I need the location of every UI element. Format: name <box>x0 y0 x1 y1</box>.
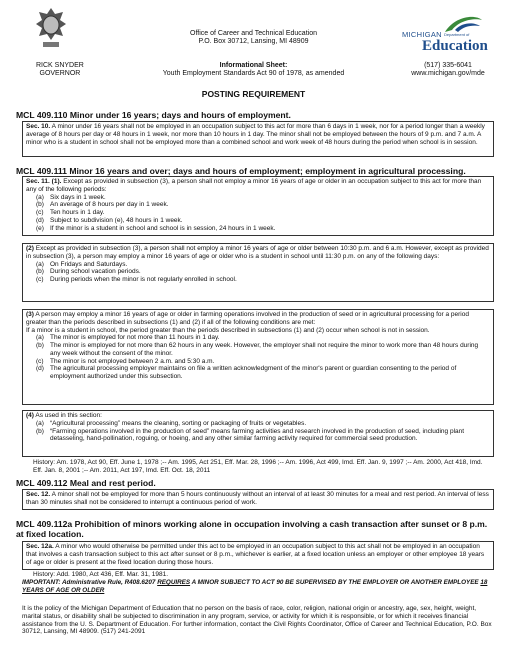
box2-intro: Except as provided in subsection (3), a person shall not employ a minor 16 years of age or older between 10:30 p.m. and 6 a.m. However, except as provided in subsection (3), a person may employ a minor 16 years of age or older who is a student in school until 11:30 p.m. on any of the following days: <box>26 245 489 260</box>
box1-intro: Except as provided in subsection (3), a person shall not employ a minor 16 years of age or older in an occupation subject to this act for more than any of the following periods: <box>26 178 482 193</box>
office-line-2: P.O. Box 30712, Lansing, MI 48909 <box>198 38 309 46</box>
non-discrimination-policy: It is the policy of the Michigan Department of Education that no person on the basis of race, color, religion, national origin or ancestry, age, sex, height, weight, marital status, or disability shall be subjected to discrimination in any program, service, or activity for which it is responsible, or for which it receives financial assistance from the U. S. Department of Education. For further information, contact the Civil Rights Coordinator, Office of Career and Technical Education, P.O. Box 30712, Lansing, MI 48909. (517) 241-2091 <box>22 605 492 636</box>
section-110-label: Sec. 10. <box>26 123 51 130</box>
important-note-part-2: A MINOR SUBJECT TO ACT 90 BE SUPERVISED BY THE EMPLOYER OR ANOTHER EMPLOYEE <box>190 579 481 586</box>
mde-logo <box>400 14 488 56</box>
sheet-title: Informational Sheet: <box>219 62 288 69</box>
list-item: (e) If the minor is a student in school and school is in session, 24 hours in 1 week. <box>36 224 276 232</box>
section-112-title: MCL 409.112 Meal and rest period. <box>16 478 156 488</box>
box4-intro: As used in this section: <box>33 412 102 419</box>
logo-education: Education <box>422 38 488 54</box>
phone-number: (517) 335-6041 <box>424 62 472 69</box>
list-item: (d) The agricultural processing employer maintains on file a written acknowledgment of the minor's parent or guardian consenting to the period of employment authorized under this subsection. <box>36 365 457 380</box>
list-item: (c) Ten hours in 1 day. <box>36 209 105 216</box>
box4-label: (4) <box>26 412 34 419</box>
box3-intro: A person may employ a minor 16 years of age or older in farming operations involved in the production of seed or in agricultural processing for a period greater than the periods described in subsections (1) and (2) if all of the following conditions are met: <box>26 311 469 326</box>
list-item: (a) Six days in 1 week. <box>36 193 106 201</box>
list-item: (a) The minor is employed for not more than 11 hours in 1 day. <box>36 334 220 342</box>
box3-label: (3) <box>26 311 34 318</box>
website-link[interactable]: www.michigan.gov/mde <box>411 70 485 78</box>
governor-title: GOVERNOR <box>39 70 81 78</box>
list-item: (b) An average of 8 hours per day in 1 week. <box>36 201 169 209</box>
list-item: (d) Subject to subdivision (e), 48 hours in 1 week. <box>36 216 183 224</box>
list-item: (c) The minor is not employed between 2 a.m. and 5:30 a.m. <box>36 357 215 365</box>
list-item: (a) On Fridays and Saturdays. <box>36 260 128 268</box>
box2-list <box>26 261 490 284</box>
section-111-history: History: Am. 1978, Act 90, Eff. June 1, 1978 ;-- Am. 1995, Act 251, Eff. Mar. 28, 1996 ;-- Am. 1996, Act 499, Imd. Eff. Jan. 9, 1997 ;-- Am. 2000, Act 418, Imd. Eff. Jan. 8, 2001 ;-- Am. 2011, Act 197, Imd. Eff. Oct. 18, 2011 <box>33 459 483 474</box>
section-111-box-1 <box>22 176 494 236</box>
box4-list <box>26 420 490 443</box>
box3-intro-2: If a minor is a student in school, the period greater than the periods described in subsections (1) and (2) occur when school is not in session. <box>26 326 430 334</box>
section-112a-text: A minor who would otherwise be permitted under this act to be employed in an occupation subject to this act shall not be employed in an occupation that involves a cash transaction subject to this act after sunset or 8 p.m., whichever is earlier, at a fixed location unless an employer or other employee 18 years of age or older is present at the fixed location during those hours. <box>26 543 485 566</box>
important-note-age: 18 YEARS OF AGE OR OLDER <box>22 579 488 594</box>
office-line-1: Office of Career and Technical Education <box>190 30 317 37</box>
list-item: (b) “Farming operations involved in the production of seed” means farming activities and research involved in the production of seed, including plant detasseling, hand-pollination, roguing, or hoeing, and any other similar farming activity required for commercial seed production. <box>36 427 465 443</box>
section-111-box-4 <box>22 410 494 457</box>
logo-dept-of: Department of <box>444 32 470 37</box>
section-112-label: Sec. 12. <box>26 491 51 498</box>
section-110-box <box>22 121 494 157</box>
section-112-text: A minor shall not be employed for more than 5 hours continuously without an interval of at least 30 minutes for a meal and rest period. An interval of less than 30 minutes shall not be considered to interrupt a continuous period of work. <box>26 491 489 506</box>
list-item: (b) The minor is employed for not more than 62 hours in any week. However, the employer shall not require the minor to work more than 48 hours during any week without the consent of the minor. <box>36 342 479 357</box>
section-112a-label: Sec. 12a. <box>26 543 54 550</box>
important-note <box>22 579 497 594</box>
box2-label: (2) <box>26 245 34 252</box>
section-111-box-2 <box>22 243 494 302</box>
governor-name: RICK SNYDER <box>36 62 84 69</box>
list-item: (a) “Agricultural processing” means the cleaning, sorting or packaging of fruits or vegetables. <box>36 419 307 427</box>
box1-list <box>26 194 490 233</box>
box3-list <box>26 334 490 381</box>
section-111-title: MCL 409.111 Minor 16 years and over; days and hours of employment; employment in agricultural processing. <box>16 166 466 176</box>
section-112a-history: History: Add. 1980, Act 436, Eff. Mar. 31, 1981. <box>33 571 169 578</box>
section-112a-box <box>22 541 494 570</box>
section-111-box-3 <box>22 309 494 405</box>
logo-michigan: MICHIGAN <box>402 30 442 39</box>
section-110-text: A minor under 16 years shall not be employed in an occupation subject to this act for more than 6 days in 1 week, nor for a period longer than a weekly average of 8 hours per day or 48 hours in 1 week, nor more than 10 hours in 1 day. The minor shall not be employed between the hours of 9 p.m. and 7 a.m. A minor who is a student in school shall not be employed more than a combined school and work week of 48 hours during the period when school is in session. <box>26 123 485 146</box>
list-item: (c) During periods when the minor is not regularly enrolled in school. <box>36 276 237 283</box>
box1-label: Sec. 11. (1). <box>26 178 62 185</box>
page-title: POSTING REQUIREMENT <box>201 89 306 99</box>
important-note-part-1: IMPORTANT: Administrative Rule, R408.6207 <box>22 579 158 586</box>
section-110-title: MCL 409.110 Minor under 16 years; days and hours of employment. <box>16 110 291 120</box>
section-112-box <box>22 489 494 510</box>
section-112a-title: MCL 409.112a Prohibition of minors working alone in occupation involving a cash transaction after sunset or 8 p.m. at fixed location. <box>16 519 488 539</box>
important-note-requires: REQUIRES <box>157 579 191 586</box>
sheet-subtitle: Youth Employment Standards Act 90 of 1978, as amended <box>162 70 345 78</box>
list-item: (b) During school vacation periods. <box>36 268 141 276</box>
